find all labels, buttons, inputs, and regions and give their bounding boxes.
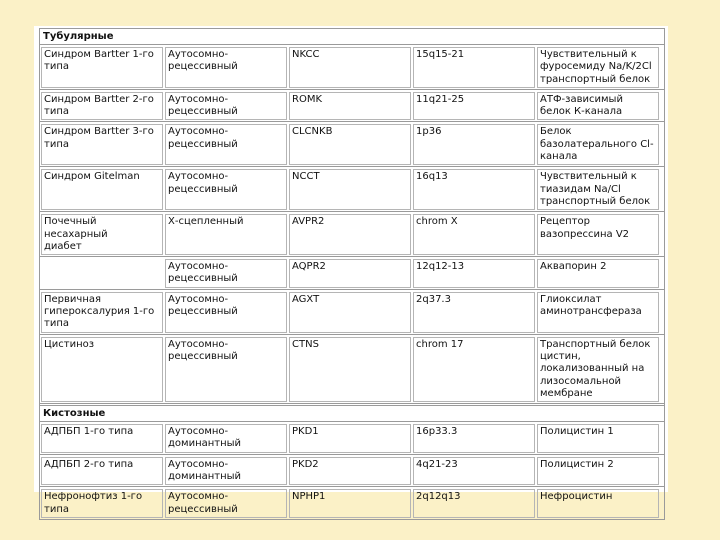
- gene-cell: NPHP1: [289, 489, 411, 518]
- locus-cell: 2q12q13: [413, 489, 535, 518]
- document-page: [34, 26, 668, 515]
- locus-cell: 1p36: [413, 124, 535, 165]
- disease-cell: Цистиноз: [41, 337, 163, 402]
- table-row: [40, 337, 664, 404]
- inheritance-cell: Аутосомно- рецессивный: [165, 259, 287, 288]
- protein-cell: АТФ-зависимый белок К-канала: [537, 92, 659, 121]
- inheritance-cell: Аутосомно- доминантный: [165, 457, 287, 486]
- disease-cell: Синдром Gitelman: [41, 169, 163, 210]
- locus-cell: chrom 17: [413, 337, 535, 402]
- inheritance-cell: Аутосомно- рецессивный: [165, 489, 287, 518]
- genetics-table: [39, 28, 665, 520]
- table-row: [40, 214, 664, 257]
- locus-cell: 12q12-13: [413, 259, 535, 288]
- table-row: [40, 259, 664, 290]
- protein-cell: Полицистин 2: [537, 457, 659, 486]
- disease-cell: Первичная гипероксалурия 1-го типа: [41, 292, 163, 333]
- locus-cell: 11q21-25: [413, 92, 535, 121]
- inheritance-cell: Аутосомно- рецессивный: [165, 169, 287, 210]
- protein-cell: Нефроцистин: [537, 489, 659, 518]
- inheritance-cell: Аутосомно- рецессивный: [165, 47, 287, 88]
- inheritance-cell: Аутосомно- рецессивный: [165, 92, 287, 121]
- inheritance-cell: Аутосомно- доминантный: [165, 424, 287, 453]
- disease-cell: АДПБП 2-го типа: [41, 457, 163, 486]
- locus-cell: 16p33.3: [413, 424, 535, 453]
- gene-cell: ROMK: [289, 92, 411, 121]
- table-row: [40, 47, 664, 90]
- disease-cell: Почечный несахарный диабет: [41, 214, 163, 255]
- disease-cell: Синдром Bartter 1-го типа: [41, 47, 163, 88]
- table-row: [40, 424, 664, 455]
- inheritance-cell: Аутосомно- рецессивный: [165, 124, 287, 165]
- locus-cell: 16q13: [413, 169, 535, 210]
- gene-cell: PKD1: [289, 424, 411, 453]
- disease-cell: Синдром Bartter 2-го типа: [41, 92, 163, 121]
- protein-cell: Транспортный белок цистин, локализованный на лизосомальной мембране: [537, 337, 659, 402]
- locus-cell: 15q15-21: [413, 47, 535, 88]
- disease-cell: [41, 259, 163, 288]
- table-row: [40, 489, 664, 519]
- gene-cell: CLCNKB: [289, 124, 411, 165]
- protein-cell: Аквапорин 2: [537, 259, 659, 288]
- section-header-cystic: Кистозные: [40, 405, 664, 422]
- protein-cell: Чувствительный к тиазидам Na/Cl транспортный белок: [537, 169, 659, 210]
- gene-cell: AQPR2: [289, 259, 411, 288]
- table-row: [40, 292, 664, 335]
- gene-cell: PKD2: [289, 457, 411, 486]
- disease-cell: Нефронофтиз 1-го типа: [41, 489, 163, 518]
- gene-cell: AVPR2: [289, 214, 411, 255]
- protein-cell: Рецептор вазопрессина V2: [537, 214, 659, 255]
- table-row: [40, 457, 664, 488]
- gene-cell: NKCC: [289, 47, 411, 88]
- gene-cell: AGXT: [289, 292, 411, 333]
- disease-cell: АДПБП 1-го типа: [41, 424, 163, 453]
- protein-cell: Чувствительный к фуросемиду Na/K/2Cl транспортный белок: [537, 47, 659, 88]
- protein-cell: Белок базолатерального Cl- канала: [537, 124, 659, 165]
- locus-cell: 4q21-23: [413, 457, 535, 486]
- disease-cell: Синдром Bartter 3-го типа: [41, 124, 163, 165]
- inheritance-cell: Аутосомно- рецессивный: [165, 292, 287, 333]
- table-row: [40, 124, 664, 167]
- protein-cell: Полицистин 1: [537, 424, 659, 453]
- inheritance-cell: Х-сцепленный: [165, 214, 287, 255]
- table-row: [40, 169, 664, 212]
- table-row: [40, 92, 664, 123]
- inheritance-cell: Аутосомно- рецессивный: [165, 337, 287, 402]
- locus-cell: chrom X: [413, 214, 535, 255]
- gene-cell: CTNS: [289, 337, 411, 402]
- protein-cell: Глиоксилат аминотрансфераза: [537, 292, 659, 333]
- locus-cell: 2q37.3: [413, 292, 535, 333]
- section-header-tubular: Тубулярные: [40, 29, 664, 45]
- gene-cell: NCCT: [289, 169, 411, 210]
